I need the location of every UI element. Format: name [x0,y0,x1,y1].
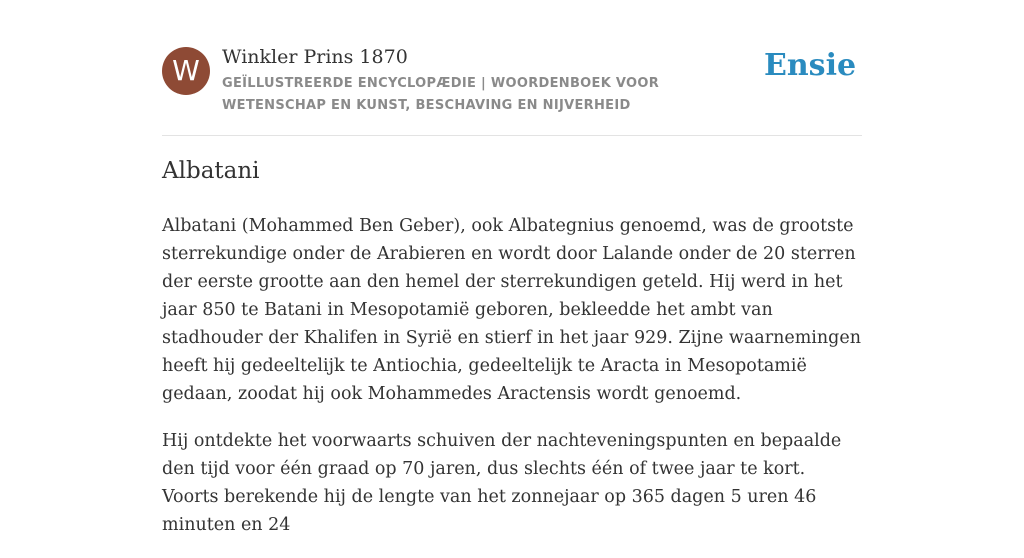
article-paragraph: Albatani (Mohammed Ben Geber), ook Albategnius genoemd, was de grootste sterrekundige onder de Arabieren en wordt door Lalande onder de 20 sterren der eerste grootte aan den hemel der sterrekundigen geteld. Hij werd in het jaar 850 te Batani in Mesopotamië geboren, bekleedde het ambt van stadhouder der Khalifen in Syrië en stierf in het jaar 929. Zijne waarnemingen heeft hij gedeeltelijk te Antiochia, gedeeltelijk te Aracta in Mesopotamië gedaan, zoodat hij ook Mohammedes Aractensis wordt genoemd. [162,216,861,404]
avatar[interactable]: W [162,47,210,95]
article-body [162,212,862,558]
ensie-logo[interactable]: Ensie [764,48,857,83]
article-title: Albatani [162,158,260,184]
source-header [162,44,862,136]
source-title[interactable]: Winkler Prins 1870 [222,46,408,68]
source-subtitle: GEÏLLUSTREERDE ENCYCLOPÆDIE | WOORDENBOEK VOOR WETENSCHAP EN KUNST, BESCHAVING EN NIJVERHEID [222,76,660,113]
article-paragraph: Hij ontdekte het voorwaarts schuiven der nachteveningspunten en bepaalde den tijd voor één graad op 70 jaren, dus slechts één of twee jaar te kort. Voorts berekende hij de lengte van het zonnejaar op 365 dagen 5 uren 46 minuten en 24 [162,431,842,535]
